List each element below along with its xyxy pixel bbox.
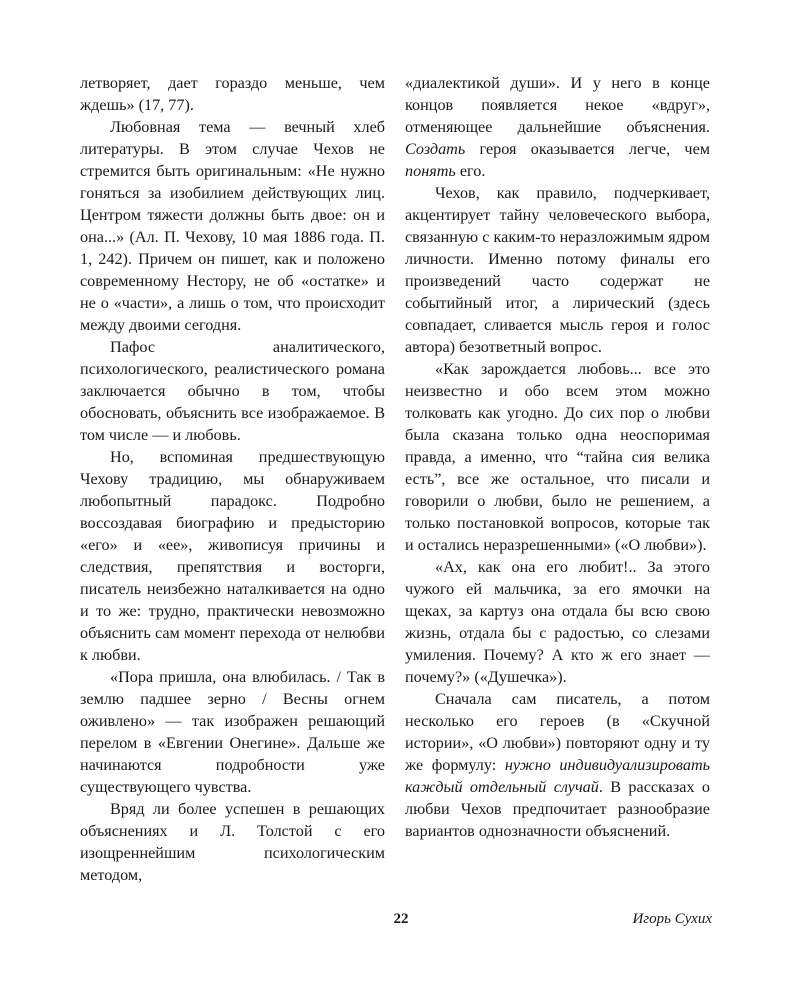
right-paragraph-5-emphasis-formula: нужно индивидуализировать каждый отдельный случай [405, 756, 710, 796]
page-number: 22 [393, 911, 409, 927]
right-paragraph-5 [405, 688, 710, 842]
left-paragraph-6: Вряд ли более успешен в решающих объяснениях и Л. Толстой с его изощреннейшим психологическим методом, [80, 800, 385, 884]
right-paragraph-5-text-b: . В рассказах о любви Чехов предпочитает разнообразие вариантов однозначности объяснений. [405, 778, 710, 840]
running-footer-author: Игорь Сухих [632, 911, 712, 927]
left-paragraph-3: Пафос аналитического, психологического, реалистического романа заключается обычно в том, чтобы обосновать, объяснить все изображаемое. В том числе — и любовь. [80, 338, 385, 444]
right-paragraph-1-text-c: его. [455, 162, 486, 180]
right-paragraph-1-text-b: героя оказывается легче, чем [465, 140, 710, 158]
left-paragraph-5: «Пора пришла, она влюбилась. / Так в землю падшее зерно / Весны огнем оживлено» — так изображен решающий перелом в «Евгении Онегине». Дальше же начинаются подробности уже существующего чувства. [80, 668, 385, 796]
left-paragraph-4: Но, вспоминая предшествующую Чехову традицию, мы обнаруживаем любопытный парадокс. Подробно воссоздавая биографию и предысторию «его» и «ее», живописуя причины и следствия, препятствия и восторги, писатель неизбежно наталкивается на одно и то же: трудно, практически невозможно объяснить сам момент перехода от нелюбви к любви. [80, 448, 385, 664]
left-column [80, 72, 385, 886]
right-paragraph-2: Чехов, как правило, подчеркивает, акцентирует тайну человеческого выбора, связанную с каким-то неразложимым ядром личности. Именно потому финалы его произведений часто содержат не событийный итог, а лирический (здесь совпадает, сливается мысль героя и голос автора) безответный вопрос. [405, 184, 710, 356]
right-paragraph-1-text-a: «диалектикой души». И у него в конце концов появляется некое «вдруг», отменяющее дальнейшие объяснения. [405, 74, 710, 136]
right-paragraph-1 [405, 72, 710, 182]
left-paragraph-2: Любовная тема — вечный хлеб литературы. В этом случае Чехов не стремится быть оригинальным: «Не нужно гоняться за изобилием действующих лиц. Центром тяжести должны быть двое: он и она...» (Ал. П. Чехову, 10 мая 1886 года. П. 1, 242). Причем он пишет, как и положено современному Нестору, не об «остатке» и не о «части», а лишь о том, что происходит между двоими сегодня. [80, 118, 385, 334]
right-paragraph-1-emphasis-create: Создать [405, 140, 466, 158]
right-paragraph-5-text-a: Сначала сам писатель, а потом несколько его героев (в «Скучной истории», «О любви») повторяют одну и ту же формулу: [405, 690, 710, 774]
right-paragraph-1-emphasis-understand: понять [405, 162, 456, 180]
right-column [405, 72, 710, 842]
left-paragraph-1: летворяет, дает гораздо меньше, чем ждешь» (17, 77). [80, 74, 385, 114]
right-paragraph-4: «Ах, как она его любит!.. За этого чужого ей мальчика, за его ямочки на щеках, за картуз она отдала бы всю свою жизнь, отдала бы с радостью, со слезами умиления. Почему? А кто ж его знает — почему?» («Душечка»). [405, 558, 710, 686]
right-paragraph-3: «Как зарождается любовь... все это неизвестно и обо всем этом можно толковать как угодно. До сих пор о любви была сказана только одна неоспоримая правда, а именно, что “тайна сия велика есть”, все же остальное, что писали и говорили о любви, было не решением, а только постановкой вопросов, которые так и остались неразрешенными» («О любви»). [405, 360, 710, 554]
